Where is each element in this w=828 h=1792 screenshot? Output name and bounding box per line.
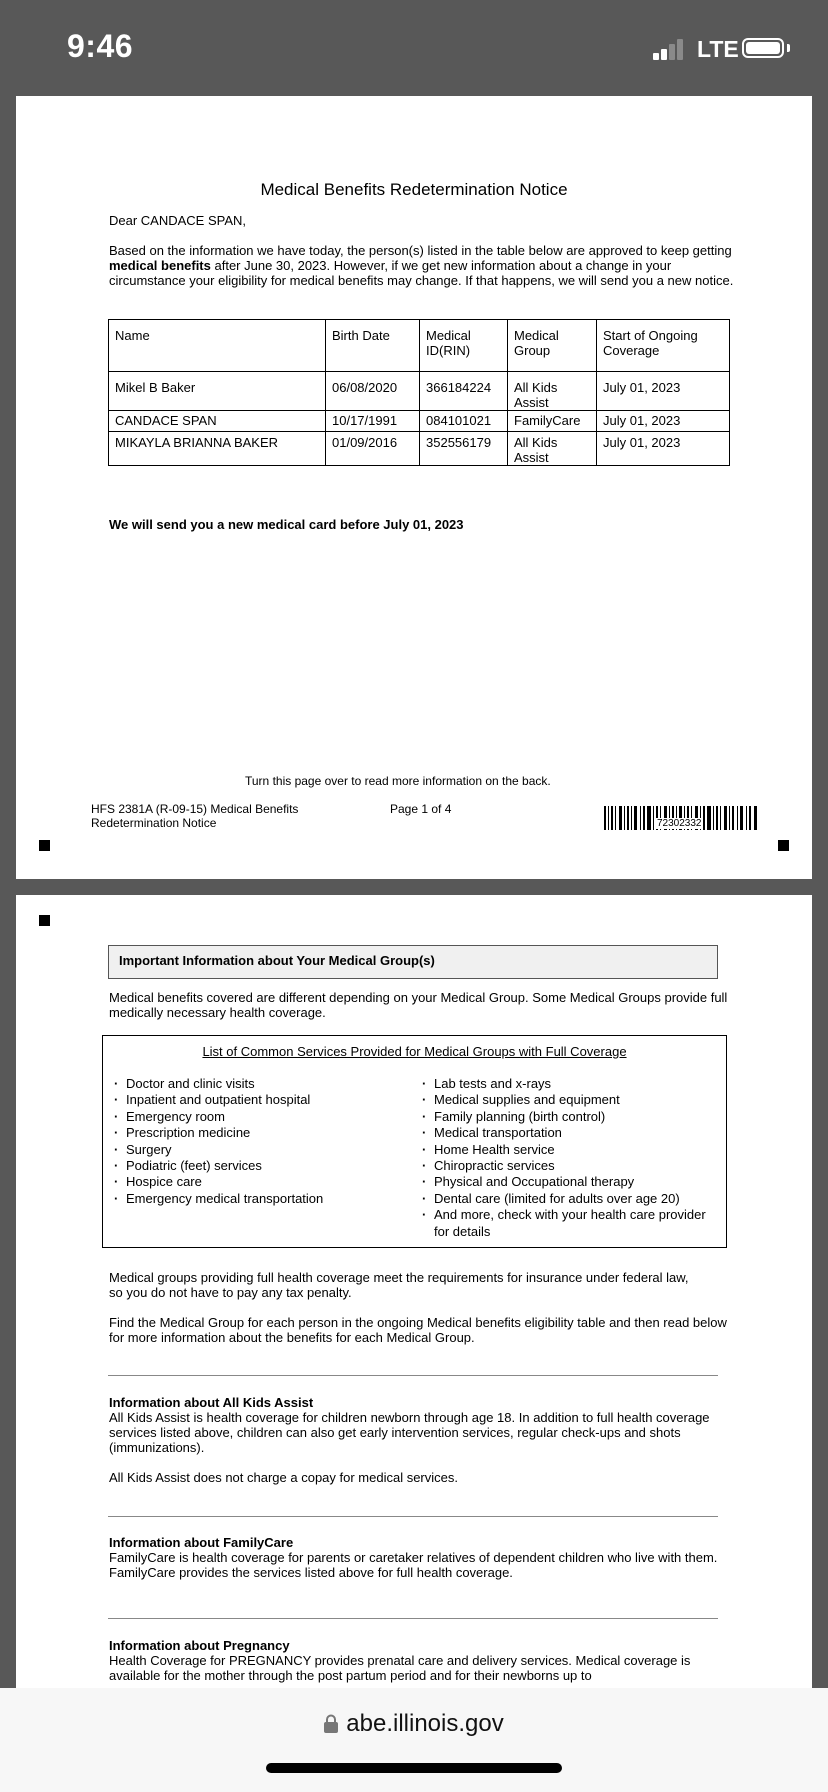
form-id: HFS 2381A (R-09-15) Medical Benefits Redetermination Notice: [91, 802, 299, 830]
all-kids-title: Information about All Kids Assist: [109, 1395, 314, 1410]
col-header-medical-id: Medical ID(RIN): [420, 320, 508, 372]
list-item: · Family planning (birth control): [422, 1109, 712, 1125]
list-item: · Emergency medical transportation: [114, 1191, 404, 1207]
table-header-row: [109, 320, 730, 372]
table-row: [109, 411, 730, 432]
cell-start-coverage: July 01, 2023: [597, 432, 730, 466]
barcode-number: 72302332: [657, 818, 702, 829]
cell-medical-id: 352556179: [420, 432, 508, 466]
familycare-body: FamilyCare is health coverage for parents or caretaker relatives of dependent children who live with them. FamilyCare provides the services listed above for full health coverage.: [109, 1550, 718, 1580]
list-item: · Surgery: [114, 1142, 404, 1158]
list-item: · Hospice care: [114, 1174, 404, 1190]
list-item: · Chiropractic services: [422, 1158, 712, 1174]
page-marker: [39, 840, 50, 851]
greeting: Dear CANDACE SPAN,: [109, 213, 247, 228]
col-header-medical-group: Medical Group: [508, 320, 597, 372]
list-item: · Doctor and clinic visits: [114, 1076, 404, 1092]
document-page-2: [16, 895, 812, 1688]
cell-start-coverage: July 01, 2023: [597, 411, 730, 432]
network-type: LTE: [697, 36, 739, 62]
home-indicator[interactable]: [266, 1763, 562, 1773]
section-heading-box: [108, 945, 718, 979]
eligibility-table: [108, 319, 730, 466]
cell-name: CANDACE SPAN: [109, 411, 326, 432]
cell-birth-date: 10/17/1991: [326, 411, 420, 432]
full-coverage-note: Medical groups providing full health coverage meet the requirements for insurance under federal law, so you do not have to pay any tax penalty.: [109, 1270, 689, 1300]
pregnancy-info: [109, 1638, 739, 1683]
divider: [108, 1375, 718, 1376]
page-marker: [39, 915, 50, 926]
familycare-info: [109, 1535, 739, 1580]
pregnancy-body: Health Coverage for PREGNANCY provides prenatal care and delivery services. Medical coverage is available for the mother through the post partum period and for their newborns up to: [109, 1653, 691, 1683]
page-number: Page 1 of 4: [390, 802, 452, 816]
new-card-note: We will send you a new medical card before July 01, 2023: [109, 517, 464, 532]
list-item: · Medical supplies and equipment: [422, 1092, 712, 1108]
cell-medical-id: 366184224: [420, 372, 508, 411]
status-bar: [0, 0, 828, 96]
list-item: · And more, check with your health care provider for details: [422, 1207, 712, 1240]
document-page-1: [16, 96, 812, 879]
battery-icon: [742, 38, 784, 58]
url-text: abe.illinois.gov: [346, 1710, 504, 1737]
url-field[interactable]: [0, 1710, 828, 1738]
cell-medical-group: All Kids Assist: [508, 432, 597, 466]
list-item: · Dental care (limited for adults over age 20): [422, 1191, 712, 1207]
list-item: · Medical transportation: [422, 1125, 712, 1141]
col-header-birth-date: Birth Date: [326, 320, 420, 372]
medical-group-intro: Medical benefits covered are different depending on your Medical Group. Some Medical Groups provide full medically necessary health coverage.: [109, 990, 728, 1020]
table-row: [109, 432, 730, 466]
list-item: · Lab tests and x-rays: [422, 1076, 712, 1092]
table-row: [109, 372, 730, 411]
col-header-start-coverage: Start of Ongoing Coverage: [597, 320, 730, 372]
signal-strength-icon: [653, 38, 691, 60]
cell-birth-date: 06/08/2020: [326, 372, 420, 411]
cell-medical-id: 084101021: [420, 411, 508, 432]
intro-paragraph: Based on the information we have today, the person(s) listed in the table below are approved to keep getting medical benefits after June 30, 2023. However, if we get new information about a change in your circumstance your eligibility for medical benefits may change. If that happens, we will send you a new notice.: [109, 243, 734, 288]
turn-over-note: Turn this page over to read more information on the back.: [245, 774, 551, 788]
notice-title: Medical Benefits Redetermination Notice: [260, 180, 568, 199]
cell-start-coverage: July 01, 2023: [597, 372, 730, 411]
page-marker: [778, 840, 789, 851]
cell-medical-group: FamilyCare: [508, 411, 597, 432]
familycare-title: Information about FamilyCare: [109, 1535, 294, 1550]
browser-address-bar[interactable]: [0, 1688, 828, 1792]
list-item: · Podiatric (feet) services: [114, 1158, 404, 1174]
services-list-left: [114, 1076, 404, 1207]
col-header-name: Name: [109, 320, 326, 372]
status-time: 9:46: [67, 28, 134, 64]
find-group-note: Find the Medical Group for each person in the ongoing Medical benefits eligibility table and then read below for more information about the benefits for each Medical Group.: [109, 1315, 727, 1345]
cell-medical-group: All Kids Assist: [508, 372, 597, 411]
all-kids-copay: All Kids Assist does not charge a copay for medical services.: [109, 1470, 458, 1485]
list-item: · Emergency room: [114, 1109, 404, 1125]
services-list-right: [422, 1076, 712, 1240]
list-item: · Inpatient and outpatient hospital: [114, 1092, 404, 1108]
lock-icon: [324, 1714, 338, 1733]
all-kids-info: [109, 1395, 739, 1485]
divider: [108, 1618, 718, 1619]
divider: [108, 1516, 718, 1517]
services-title: List of Common Services Provided for Medical Groups with Full Coverage: [202, 1044, 627, 1059]
document-viewer[interactable]: [0, 96, 828, 1688]
section-heading: Important Information about Your Medical Group(s): [119, 953, 435, 968]
all-kids-body: All Kids Assist is health coverage for children newborn through age 18. In addition to full health coverage services listed above, children can also get early intervention services, regular check-ups and shots (immunizations).: [109, 1410, 710, 1455]
list-item: · Prescription medicine: [114, 1125, 404, 1141]
list-item: · Physical and Occupational therapy: [422, 1174, 712, 1190]
cell-name: MIKAYLA BRIANNA BAKER: [109, 432, 326, 466]
pregnancy-title: Information about Pregnancy: [109, 1638, 290, 1653]
services-box: [102, 1035, 727, 1248]
cell-birth-date: 01/09/2016: [326, 432, 420, 466]
list-item: · Home Health service: [422, 1142, 712, 1158]
cell-name: Mikel B Baker: [109, 372, 326, 411]
